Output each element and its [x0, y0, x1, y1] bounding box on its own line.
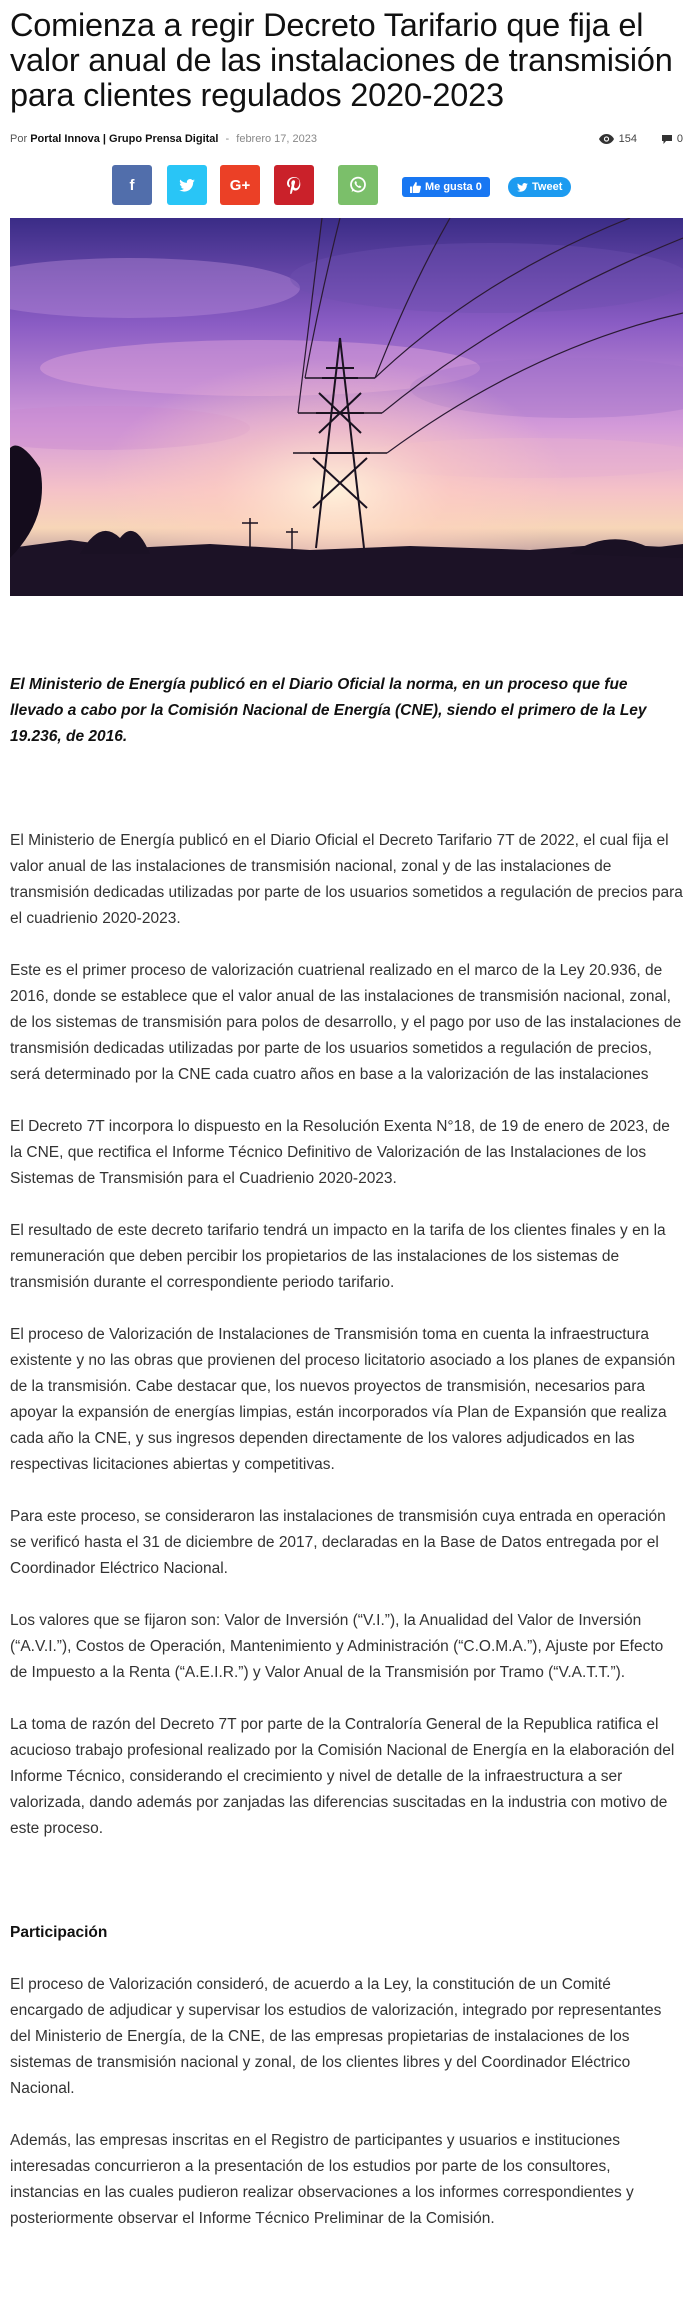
- paragraph: Los valores que se fijaron son: Valor de Inversión (“V.I.”), la Anualidad del Valor de Inversión (“A.V.I.”), Costos de Operación, Mantenimiento y Administración (“C.O.M.A.”), Ajuste por Efecto de Impuesto a la Renta (“A.E.I.R.”) y Valor Anual de la Transmisión por Tramo (“V.A.T.T.”).: [10, 1612, 664, 1681]
- tweet-button[interactable]: [508, 177, 571, 197]
- facebook-share-button[interactable]: [112, 165, 152, 205]
- article-body: [10, 672, 683, 2258]
- facebook-like-button[interactable]: [402, 177, 490, 197]
- pinterest-share-button[interactable]: [274, 165, 314, 205]
- thumbs-up-icon: [410, 182, 421, 193]
- byline-prefix: Por: [10, 133, 28, 145]
- article: [10, 0, 683, 2227]
- paragraph: El resultado de este decreto tarifario tendrá un impacto en la tarifa de los clientes finales y en la remuneración que deben percibir los propietarios de las instalaciones de los sistemas de transmisión durante el correspondiente periodo tarifario.: [10, 1222, 666, 1291]
- article-meta: [10, 133, 683, 151]
- twitter-share-button[interactable]: [167, 165, 207, 205]
- paragraph: El proceso de Valorización de Instalaciones de Transmisión toma en cuenta la infraestructura existente y no las obras que provienen del proceso licitatorio asociado a los planes de expansión de la transmisión. Cabe destacar que, los nuevos proyectos de transmisión, necesarios para apoyar la expansión de energías limpias, están incorporados vía Plan de Expansión que realiza cada año la CNE, y sus ingresos dependen directamente de los valores adjudicados en las respectivas licitaciones abiertas y competitivas.: [10, 1326, 676, 1473]
- paragraph: Para este proceso, se consideraron las instalaciones de transmisión cuya entrada en operación se verificó hasta el 31 de diciembre de 2017, declaradas en la Base de Datos entregada por el Coordinador Eléctrico Nacional.: [10, 1508, 666, 1577]
- eye-icon: [599, 134, 614, 144]
- facebook-icon: f: [129, 176, 135, 194]
- paragraph: Además, las empresas inscritas en el Registro de participantes y usuarios e instituciones interesadas concurrieron a la presentación de los estudios por parte de los consultores, instancias en las cuales pudieron realizar observaciones a los informes correspondientes y posteriormente observar el Informe Técnico Preliminar de la Comisión.: [10, 2132, 634, 2227]
- whatsapp-icon: [349, 176, 367, 194]
- pinterest-icon: [287, 177, 301, 194]
- twitter-icon: [179, 179, 195, 192]
- paragraph: El Ministerio de Energía publicó en el Diario Oficial el Decreto Tarifario 7T de 2022, el cual fija el valor anual de las instalaciones de transmisión nacional, zonal y de las instalaciones de transmisión dedicadas utilizadas por parte de los usuarios sometidos a regulación de precios para el cuadrienio 2020-2023.: [10, 832, 683, 927]
- paragraph: La toma de razón del Decreto 7T por parte de la Contraloría General de la Republica ratifica el acucioso trabajo profesional realizado por la Comisión Nacional de Energía en la elaboración del Informe Técnico, considerando el crecimiento y nivel de detalle de la infraestructura a ser valorizada, dando además por zanjadas las diferencias suscitadas en la industria con motivo de este proceso.: [10, 1716, 675, 1837]
- paragraph: El proceso de Valorización consideró, de acuerdo a la Ley, la constitución de un Comité encargado de adjudicar y supervisar los estudios de valorización, integrado por representantes del Ministerio de Energía, de la CNE, de las empresas propietarias de instalaciones de los sistemas de transmisión nacional y zonal, de los clientes libres y del Coordinador Eléctrico Nacional.: [10, 1976, 662, 2097]
- section-heading: Participación: [10, 1924, 108, 1941]
- twitter-bird-icon: [517, 183, 528, 192]
- article-title: Comienza a regir Decreto Tarifario que fija el valor anual de las instalaciones de transmisión para clientes regulados 2020-2023: [10, 7, 673, 113]
- googleplus-share-button[interactable]: [220, 165, 260, 205]
- comments-count: 0: [676, 133, 683, 145]
- article-lead: El Ministerio de Energía publicó en el Diario Oficial la norma, en un proceso que fue llevado a cabo por la Comisión Nacional de Energía (CNE), siendo el primero de la Ley 19.236, de 2016.: [10, 676, 647, 745]
- googleplus-icon: G+: [229, 176, 251, 194]
- views-counter: [599, 133, 637, 145]
- paragraph: El Decreto 7T incorpora lo dispuesto en la Resolución Exenta N°18, de 19 de enero de 2023, de la CNE, que rectifica el Informe Técnico Definitivo de Valorización de las Instalaciones de los Sistemas de Transmisión para el Cuadrienio 2020-2023.: [10, 1118, 670, 1187]
- whatsapp-share-button[interactable]: [338, 165, 378, 205]
- meta-separator: -: [225, 133, 230, 145]
- share-bar: [10, 165, 683, 205]
- hero-image: [10, 218, 683, 596]
- spacer: [10, 776, 683, 802]
- comment-icon: [662, 135, 672, 144]
- spacer: [10, 1868, 683, 1894]
- tweet-label: Tweet: [532, 181, 563, 193]
- comments-counter[interactable]: [662, 133, 683, 145]
- views-count: 154: [618, 133, 637, 145]
- author-link[interactable]: Portal Innova | Grupo Prensa Digital: [30, 133, 219, 145]
- publish-date: febrero 17, 2023: [236, 133, 317, 145]
- like-label: Me gusta 0: [425, 181, 482, 193]
- paragraph: Este es el primer proceso de valorización cuatrienal realizado en el marco de la Ley 20.936, de 2016, donde se establece que el valor anual de las instalaciones de transmisión nacional, zonal, de los sistemas de transmisión para polos de desarrollo, y el pago por uso de las instalaciones de transmisión dedicadas utilizadas por parte de los usuarios sometidos a regulación de precios, será determinado por la CNE cada cuatro años en base a la valorización de las instalaciones: [10, 962, 682, 1083]
